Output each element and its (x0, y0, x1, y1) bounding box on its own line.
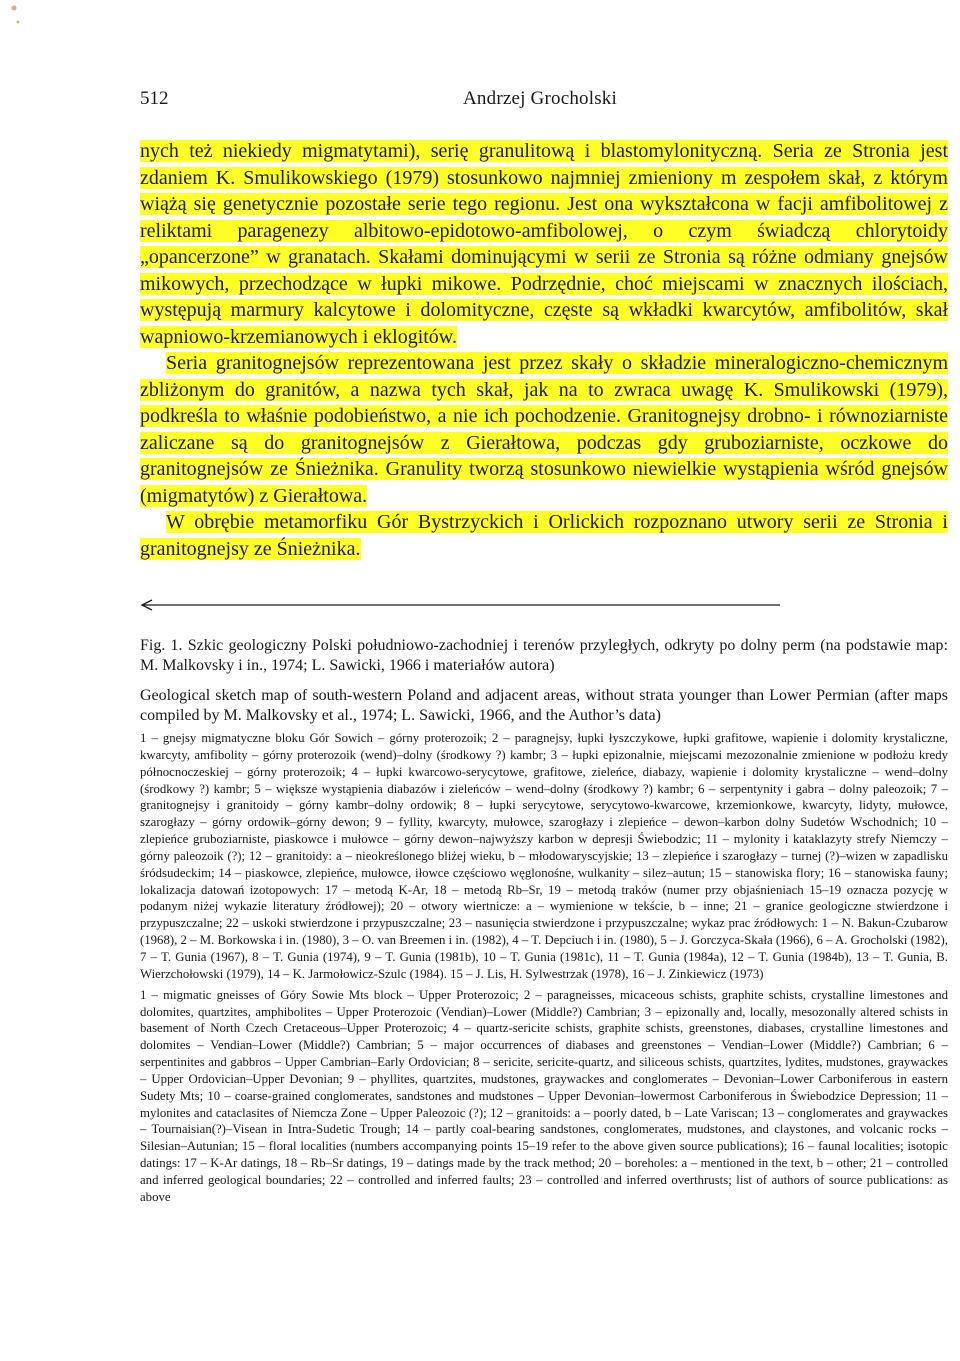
scan-mark (6, 0, 26, 40)
legend-english: 1 – migmatic gneisses of Góry Sowie Mts block – Upper Proterozoic; 2 – paragneisses, micaceous schists, graphite schists, crystalline limestones and dolomites, quartzites, amphibolites – Upper Proterozoic (Vendian)–Lower (Middle?) Cambrian; 3 – epizonally and, locally, mesozonally altered schists in basement of North Czech Cretaceous–Upper Proterozoic; 4 – quartz-sericite schists, graphite schists, greenstones, diabases, crystalline limestones and dolomites – Vendian–Lower (Middle?) Cambrian; 5 – major occurrences of diabases and greenstones – Vendian–Lower (Middle?) Cambrian; 6 – serpentinites and gabbros – Upper Cambrian–Early Ordovician; 8 – sericite, sericite-quartz, and siliceous schists, quartzites, lydites, mudstones, graywackes – Upper Ordovician–Upper Devonian; 9 – phyllites, quartzites, mudstones, graywackes and conglomerates – Devonian–Lower Carboniferous in eastern Sudety Mts; 10 – coarse-grained conglomerates, sandstones and mudstones – Upper Devonian–lowermost Carboniferous in Świebodzice Depression; 11 – mylonites and cataclasites of Niemcza Zone – Upper Paleozoic (?); 12 – granitoids: a – poorly dated, b – Late Variscan; 13 – conglomerates and graywackes – Tournaisian(?)–Visean in Intra-Sudetic Trough; 14 – partly coal-bearing sandstones, conglomerates, mudstones, and claystones, and volcanic rocks – Silesian–Autunian; 15 – floral localities (numbers accompanying points 15–19 refer to the above given source publications); 16 – faunal localities; isotopic datings: 17 – K-Ar datings, 18 – Rb–Sr datings, 19 – datings made by the track method; 20 – boreholes: a – mentioned in the text, b – other; 21 – controlled and inferred geological boundaries; 22 – controlled and inferred faults; 23 – controlled and inferred overthrusts; list of authors of source publications: as above (140, 987, 948, 1204)
highlighted-text: W obrębie metamorfiku Gór Bystrzyckich i Orlickich rozpoznano utwory serii ze Stronia i granitognejsy ze Śnieżnika. (140, 511, 948, 560)
page-header (140, 88, 940, 116)
running-head-author: Andrzej Grocholski (463, 88, 617, 109)
paragraph-2 (140, 350, 948, 509)
paragraph-3 (140, 509, 948, 562)
highlighted-text: nych też niekiedy migmatytami), serię granulitową i blastomylonityczną. Seria ze Stronia jest zdaniem K. Smulikowskiego (1979) stosunkowo najmniej zmieniony m zespołem skał, z którym wiążą się genetycznie pozostałe serie tego regionu. Jest ona wykształcona w facji amfibolitowej z reliktami paragenezy albitowo-epidotowo-amfibolowej, o czym świadczą chlorytoidy „opancerzone” w granatach. Skałami dominującymi w serii ze Stronia są różne odmiany gnejsów mikowych, przechodzące w łupki mikowe. Podrzędnie, choć miejscami w znacznych ilościach, występują marmury kalcytowe i dolomityczne, częste są wkładki kwarcytów, amfibolitów, skał wapniowo-krzemianowych i eklogitów. (140, 140, 948, 348)
figure-caption (140, 636, 948, 726)
caption-polish: Fig. 1. Szkic geologiczny Polski południowo-zachodniej i terenów przyległych, odkryty po dolny perm (na podstawie map: M. Malkovsky i in., 1974; L. Sawicki, 1966 i materiałów autora) (140, 637, 948, 674)
main-text (140, 138, 948, 562)
paragraph-1 (140, 138, 948, 350)
figure-legend (140, 730, 948, 1206)
page-number: 512 (140, 88, 169, 109)
legend-polish: 1 – gnejsy migmatyczne bloku Gór Sowich – górny proterozoik; 2 – paragnejsy, łupki łyszczykowe, łupki grafitowe, wapienie i dolomity krystaliczne, kwarcyty, amfibolity – górny proterozoik (wend)–dolny (środkowy ?) kambr; 3 – łupki epizonalnie, miejscami mezozonalnie zmienione w podłożu kredy północnoczeskiej – górny proterozoik; 4 – łupki kwarcowo-serycytowe, grafitowe, zieleńce, diabazy, wapienie i dolomity krystaliczne – wend–dolny (środkowy ?) kambr; 5 – większe wystąpienia diabazów i zieleńców – wend–dolny (środkowy ?) kambr; 6 – serpentynity i gabra – dolny paleozoik; 7 – granitognejsy i granitoidy – górny kambr–dolny ordowik; 8 – łupki serycytowe, serycytowo-kwarcowe, krzemionkowe, kwarcyty, lidyty, mułowce, szarogłazy – górny ordowik–górny dewon; 9 – fyllity, kwarcyty, mułowce, szarogłazy i zlepieńce – dewon–karbon dolny Sudetów Wschodnich; 10 – zlepieńce gruboziarniste, piaskowce i mułowce – górny dewon–najwyższy karbon w depresji Świebodzic; 11 – mylonity i kataklazyty strefy Niemczy – górny paleozoik (?); 12 – granitoidy: a – nieokreślonego bliżej wieku, b – młodowaryscyjskie; 13 – zlepieńce i szarogłazy – turnej (?)–wizen w zapadlisku śródsudeckim; 14 – piaskowce, zlepieńce, mułowce, iłowce częściowo węglonośne, wulkanity – silez–autun; 15 – stanowiska flory; 16 – stanowiska fauny; lokalizacja datowań izotopowych: 17 – metodą K-Ar, 18 – metodą Rb–Sr, 19 – metodą traków (numer przy objaśnieniach 15–19 oznacza pozycję w podanym niżej wykazie literatury źródłowej); 20 – otwory wiertnicze: a – wymienione w tekście, b – inne; 21 – granice geologiczne stwierdzone i przypuszczalne; 22 – uskoki stwierdzone i przypuszczalne; 23 – nasunięcia stwierdzone i przypuszczalne; wykaz prac źródłowych: 1 – N. Bakun-Czubarow (1968), 2 – M. Borkowska i in. (1980), 3 – O. van Breemen i in. (1982), 4 – T. Depciuch i in. (1980), 5 – J. Gorczyca-Skała (1966), 6 – A. Grocholski (1982), 7 – T. Gunia (1967), 8 – T. Gunia (1974), 9 – T. Gunia (1981b), 10 – T. Gunia (1981c), 11 – T. Gunia (1984a), 12 – T. Gunia (1984b), 13 – T. Gunia, B. Wierzchołowski (1979), 14 – K. Jarmołowicz-Szulc (1984). 15 – J. Lis, H. Sylwestrzak (1978), 16 – J. Zinkiewicz (1973) (140, 731, 948, 981)
caption-english: Geological sketch map of south-western Poland and adjacent areas, without strata younger than Lower Permian (after maps compiled by M. Malkovsky et al., 1974; L. Sawicki, 1966, and the Author’s data) (140, 687, 948, 724)
arrow-left-icon (140, 598, 940, 612)
highlighted-text: Seria granitognejsów reprezentowana jest przez skały o składzie mineralogiczno-chemicznym zbliżonym do granitów, a nazwa tych skał, jak na to zwraca uwagę K. Smulikowski (1979), podkreśla to właśnie podobieństwo, a nie ich pochodzenie. Granitognejsy drobno- i równoziarniste zaliczane są do granitognejsów z Gierałtowa, podczas gdy gruboziarniste, oczkowe do granitognejsów ze Śnieżnika. Granulity tworzą stosunkowo niewielkie wystąpienia wśród gnejsów (migmatytów) z Gierałtowa. (140, 352, 948, 507)
